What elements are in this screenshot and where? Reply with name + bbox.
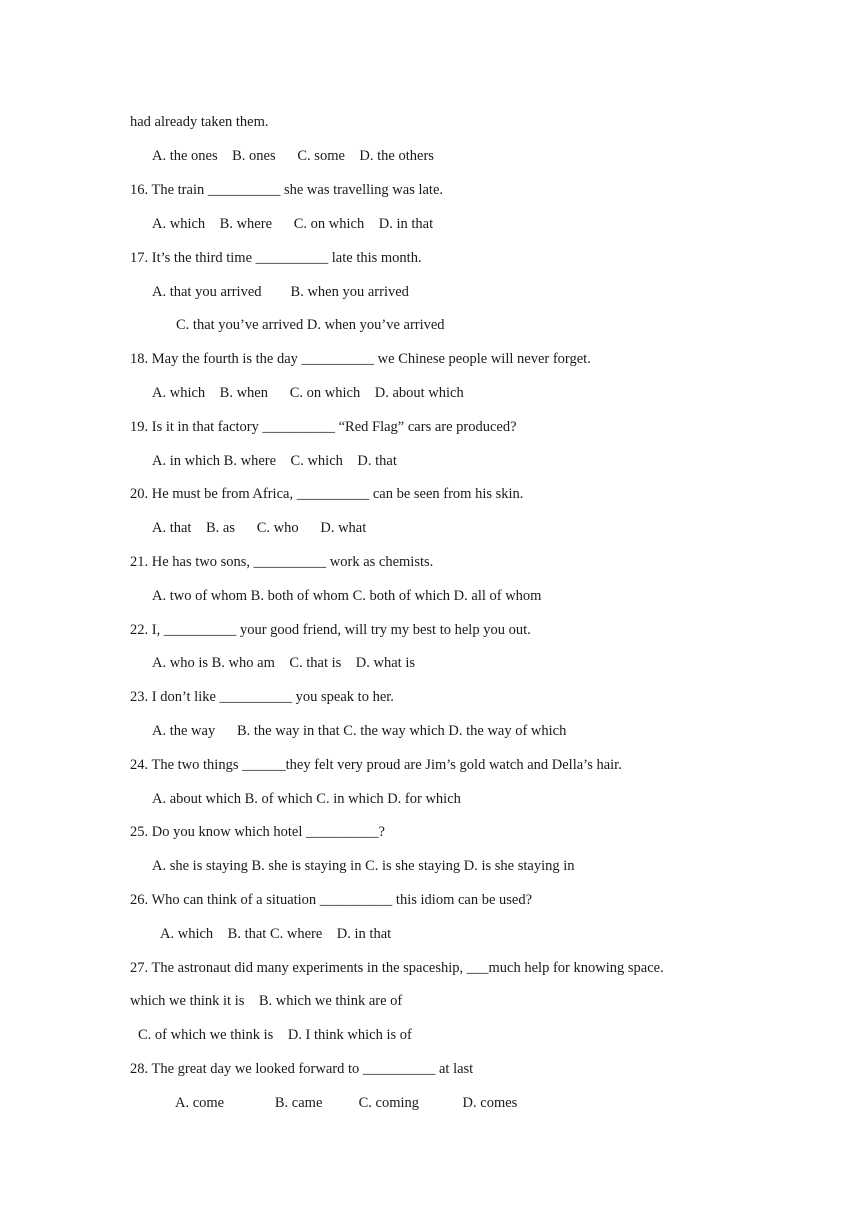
question-28-stem: 28. The great day we looked forward to __________ at last [130, 1061, 474, 1077]
question-22-stem: 22. I, __________ your good friend, will try my best to help you out. [130, 622, 531, 638]
question-19-options: A. in which B. where C. which D. that [152, 453, 397, 469]
question-25-options: A. she is staying B. she is staying in C. is she staying D. is she staying in [152, 858, 575, 874]
question-21-options: A. two of whom B. both of whom C. both of which D. all of whom [152, 588, 542, 604]
question-25-stem: 25. Do you know which hotel __________? [130, 824, 385, 840]
question-26-options: A. which B. that C. where D. in that [160, 926, 392, 942]
question-20-stem: 20. He must be from Africa, __________ can be seen from his skin. [130, 486, 524, 502]
question-17-stem: 17. It’s the third time __________ late this month. [130, 250, 422, 266]
question-19-stem: 19. Is it in that factory __________ “Red Flag” cars are produced? [130, 419, 517, 435]
question-23-options: A. the way B. the way in that C. the way which D. the way of which [152, 723, 567, 739]
question-17-options-cd: C. that you’ve arrived D. when you’ve arrived [176, 317, 445, 333]
question-27-options-cd: C. of which we think is D. I think which is of [138, 1027, 412, 1043]
question-24-options: A. about which B. of which C. in which D. for which [152, 791, 461, 807]
question-28-options: A. come B. came C. coming D. comes [175, 1095, 518, 1111]
question-23-stem: 23. I don’t like __________ you speak to her. [130, 689, 394, 705]
question-20-options: A. that B. as C. who D. what [152, 520, 367, 536]
question-21-stem: 21. He has two sons, __________ work as chemists. [130, 554, 434, 570]
question-18-stem: 18. May the fourth is the day __________ we Chinese people will never forget. [130, 351, 591, 367]
question-16-stem: 16. The train __________ she was travelling was late. [130, 182, 444, 198]
question-22-options: A. who is B. who am C. that is D. what is [152, 655, 416, 671]
question-16-options: A. which B. where C. on which D. in that [152, 216, 434, 232]
question-26-stem: 26. Who can think of a situation __________ this idiom can be used? [130, 892, 533, 908]
question-27-stem: 27. The astronaut did many experiments in the spaceship, ___much help for knowing space. [130, 960, 664, 976]
question-15-continuation: had already taken them. [130, 114, 269, 130]
question-27-options-ab: which we think it is B. which we think are of [130, 993, 403, 1009]
question-17-options-ab: A. that you arrived B. when you arrived [152, 284, 409, 300]
question-18-options: A. which B. when C. on which D. about which [152, 385, 464, 401]
question-15-options: A. the ones B. ones C. some D. the others [152, 148, 434, 164]
question-24-stem: 24. The two things ______they felt very proud are Jim’s gold watch and Della’s hair. [130, 757, 622, 773]
